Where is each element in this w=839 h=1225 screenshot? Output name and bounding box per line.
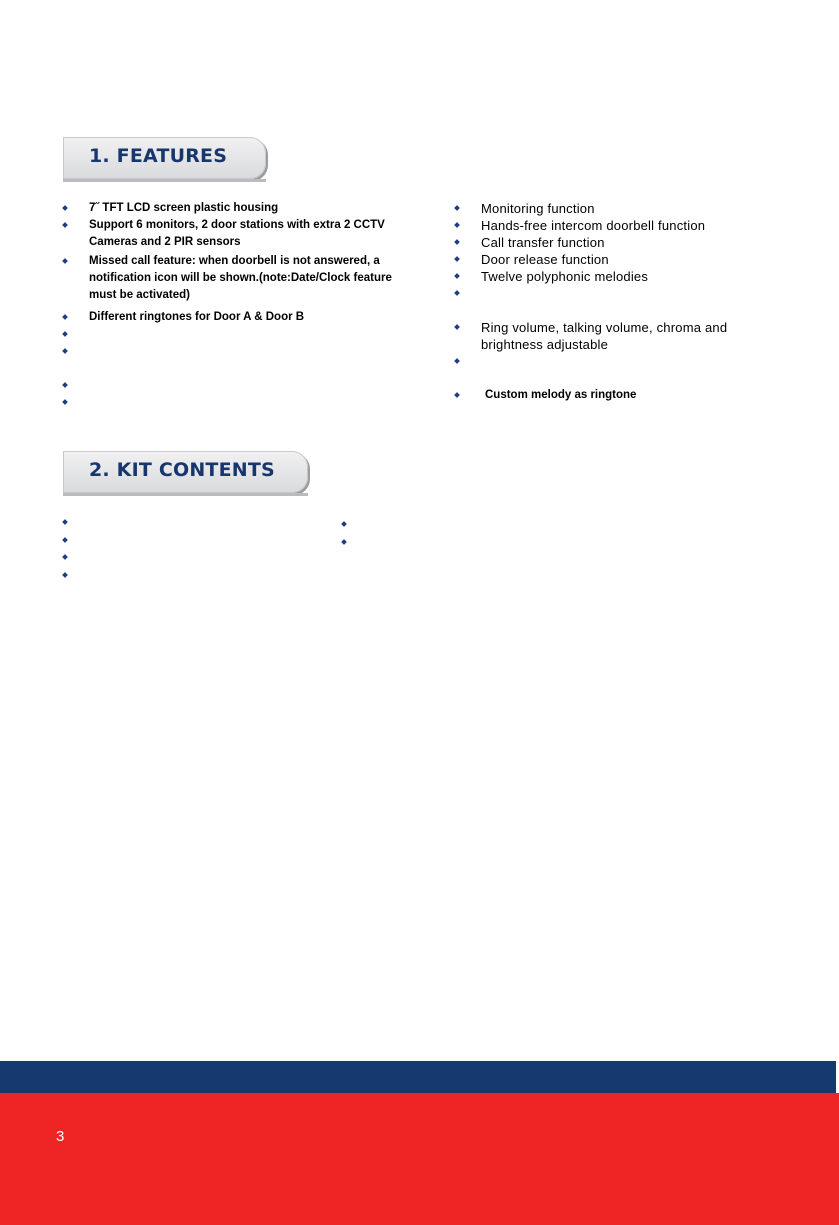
feature-item: Call transfer function <box>455 234 755 251</box>
feature-item <box>63 343 403 377</box>
bullet-icon <box>62 554 68 560</box>
feature-item <box>63 326 403 343</box>
kit-item <box>63 532 323 550</box>
bullet-icon <box>62 537 68 543</box>
feature-item: Different ringtones for Door A & Door B <box>63 309 403 326</box>
bullet-icon <box>62 572 68 578</box>
feature-item: Missed call feature: when doorbell is not answered, a notification icon will be shown.(note:Date/Clock feature must be activated) <box>63 253 403 304</box>
kit-right-list <box>342 516 602 551</box>
feature-item: Custom melody as ringtone <box>455 387 755 404</box>
page-number: 3 <box>56 1128 65 1145</box>
bullet-icon <box>62 382 68 388</box>
bullet-icon <box>62 258 68 264</box>
footer-red-band <box>0 1093 839 1225</box>
feature-item: Twelve polyphonic melodies <box>455 268 755 285</box>
bullet-icon <box>341 521 347 527</box>
footer-blue-band <box>0 1061 836 1093</box>
features-title: 1. FEATURES <box>89 145 228 167</box>
bullet-icon <box>341 539 347 545</box>
kit-item <box>63 549 323 567</box>
bullet-icon <box>62 205 68 211</box>
feature-item <box>455 353 755 387</box>
bullet-icon <box>454 239 460 245</box>
feature-item: Ring volume, talking volume, chroma and brightness adjustable <box>455 319 755 353</box>
feature-item <box>455 285 755 319</box>
bullet-icon <box>454 256 460 262</box>
bullet-icon <box>454 273 460 279</box>
feature-item: Monitoring function <box>455 200 755 217</box>
features-right-list <box>455 200 755 404</box>
feature-item <box>63 394 403 411</box>
kit-item <box>342 534 602 552</box>
bullet-icon <box>454 290 460 296</box>
kit-contents-title: 2. KIT CONTENTS <box>89 459 275 481</box>
bullet-icon <box>454 222 460 228</box>
features-left-list <box>63 200 403 411</box>
bullet-icon <box>62 519 68 525</box>
bullet-icon <box>62 331 68 337</box>
kit-contents-header-tab <box>63 451 308 493</box>
bullet-icon <box>454 205 460 211</box>
kit-item <box>342 516 602 534</box>
bullet-icon <box>454 358 460 364</box>
bullet-icon <box>62 399 68 405</box>
feature-item: Door release function <box>455 251 755 268</box>
bullet-icon <box>454 392 460 398</box>
kit-left-list <box>63 514 323 584</box>
bullet-icon <box>454 324 460 330</box>
bullet-icon <box>62 222 68 228</box>
kit-item <box>63 514 323 532</box>
bullet-icon <box>62 348 68 354</box>
feature-item <box>63 377 403 394</box>
kit-item <box>63 567 323 585</box>
feature-item: Support 6 monitors, 2 door stations with extra 2 CCTV Cameras and 2 PIR sensors <box>63 217 403 251</box>
bullet-icon <box>62 314 68 320</box>
features-header-tab <box>63 137 266 179</box>
feature-item: Hands-free intercom doorbell function <box>455 217 755 234</box>
feature-item: 7˝ TFT LCD screen plastic housing <box>63 200 403 217</box>
